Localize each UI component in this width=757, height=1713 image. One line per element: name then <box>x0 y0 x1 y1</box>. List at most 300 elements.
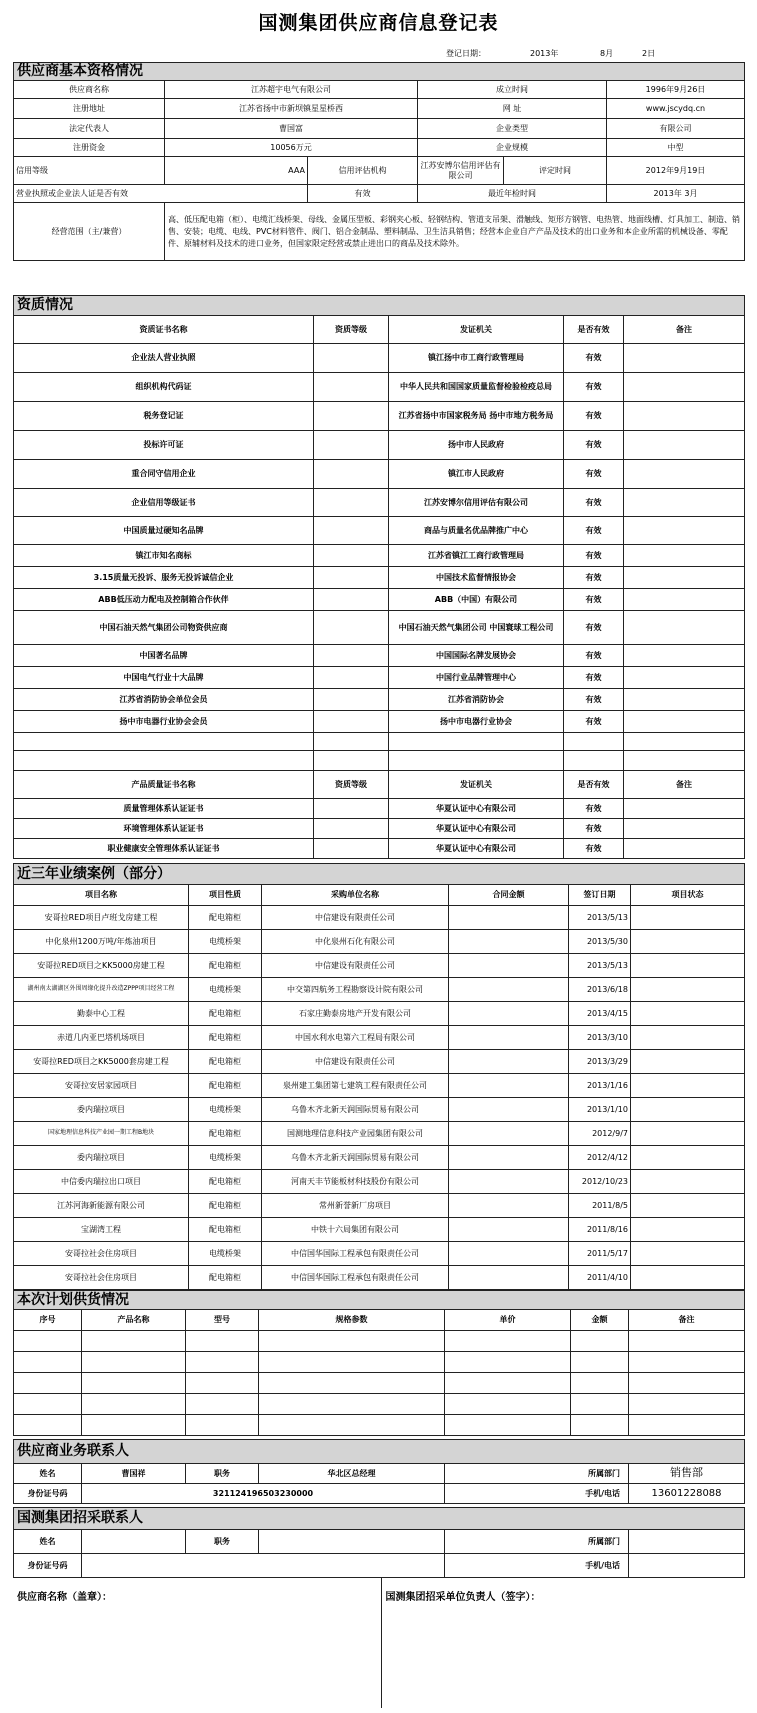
empty-cell[interactable] <box>571 1394 629 1415</box>
label: 手机/电话 <box>445 1554 629 1578</box>
cert-valid: 有效 <box>564 799 624 819</box>
case-name: 安哥拉RED项目卢班戈房建工程 <box>14 906 189 930</box>
cert-name: 中国质量过硬知名品牌 <box>14 517 314 545</box>
contact-name[interactable]: 曹国祥 <box>82 1464 186 1484</box>
case-type: 配电箱柜 <box>189 954 262 978</box>
case-status <box>631 1146 745 1170</box>
cert-level <box>314 589 389 611</box>
cert-org: 中华人民共和国国家质量监督检验检疫总局 <box>389 373 564 402</box>
prod-cert-name: 质量管理体系认证证书 <box>14 799 314 819</box>
table-row <box>14 1415 745 1436</box>
case-amount <box>449 1146 569 1170</box>
cert-level <box>314 344 389 373</box>
case-buyer: 中化泉州石化有限公司 <box>262 930 449 954</box>
case-date: 2013/3/29 <box>569 1050 631 1074</box>
empty-cell[interactable] <box>445 1373 571 1394</box>
section-header-buyer: 国测集团招采联系人 <box>14 1508 745 1530</box>
buyer-id[interactable] <box>82 1554 445 1578</box>
empty-cell[interactable] <box>259 1373 445 1394</box>
cert-valid: 有效 <box>564 517 624 545</box>
empty-cell[interactable] <box>82 1331 186 1352</box>
empty-cell[interactable] <box>186 1373 259 1394</box>
case-buyer: 中信建设有限责任公司 <box>262 1050 449 1074</box>
plan-table <box>13 1290 745 1436</box>
cert-valid: 有效 <box>564 567 624 589</box>
inspection-date: 2013年 3月 <box>607 185 745 203</box>
case-amount <box>449 954 569 978</box>
empty-cell[interactable] <box>571 1373 629 1394</box>
case-name: 勤泰中心工程 <box>14 1002 189 1026</box>
col-header: 单价 <box>445 1310 571 1331</box>
date-month: 8月 <box>600 49 614 58</box>
label: 经营范围（主/兼营） <box>14 203 165 261</box>
cert-name: 中国电气行业十大品牌 <box>14 667 314 689</box>
case-name: 国家地理信息科技产业园一期工程B地块 <box>14 1122 189 1146</box>
case-amount <box>449 978 569 1002</box>
buyer-dept[interactable] <box>629 1530 745 1554</box>
cert-level <box>314 799 389 819</box>
case-date: 2011/5/17 <box>569 1242 631 1266</box>
label: 职务 <box>186 1464 259 1484</box>
empty-cell[interactable] <box>259 1394 445 1415</box>
case-name: 安哥拉社会住房项目 <box>14 1266 189 1290</box>
cert-level <box>314 611 389 645</box>
empty-cell[interactable] <box>14 1394 82 1415</box>
case-buyer: 乌鲁木齐北新天润国际贸易有限公司 <box>262 1098 449 1122</box>
case-amount <box>449 1074 569 1098</box>
case-status <box>631 1242 745 1266</box>
case-status <box>631 1002 745 1026</box>
col-header: 序号 <box>14 1310 82 1331</box>
signature-table <box>13 1577 744 1708</box>
case-buyer: 中信国华国际工程承包有限责任公司 <box>262 1242 449 1266</box>
cert-valid: 有效 <box>564 402 624 431</box>
cert-level <box>314 819 389 839</box>
cert-level <box>314 689 389 711</box>
empty-cell <box>564 751 624 771</box>
label: 信用等级 <box>14 157 165 185</box>
cert-note <box>624 711 745 733</box>
table-row <box>14 1050 745 1074</box>
cert-valid: 有效 <box>564 689 624 711</box>
empty-cell[interactable] <box>629 1373 745 1394</box>
empty-cell <box>624 733 745 751</box>
section-header-qual: 资质情况 <box>14 296 745 316</box>
contact-phone[interactable]: 13601228088 <box>629 1484 745 1504</box>
empty-cell[interactable] <box>14 1352 82 1373</box>
table-row <box>14 1026 745 1050</box>
case-status <box>631 1170 745 1194</box>
col-header: 项目性质 <box>189 885 262 906</box>
case-type: 电缆桥架 <box>189 1242 262 1266</box>
cert-level <box>314 545 389 567</box>
case-buyer: 常州新誉新厂房项目 <box>262 1194 449 1218</box>
case-type: 配电箱柜 <box>189 1074 262 1098</box>
case-date: 2013/3/10 <box>569 1026 631 1050</box>
label: 身份证号码 <box>14 1484 82 1504</box>
rating-date: 2012年9月19日 <box>607 157 745 185</box>
cert-org: 中国石油天然气集团公司 中国寰球工程公司 <box>389 611 564 645</box>
case-name: 赤道几内亚巴塔机场项目 <box>14 1026 189 1050</box>
address: 江苏省扬中市新坝镇星星桥西 <box>165 99 418 119</box>
cert-name: 3.15质量无投诉、服务无投诉诚信企业 <box>14 567 314 589</box>
case-buyer: 中铁十六局集团有限公司 <box>262 1218 449 1242</box>
case-status <box>631 1098 745 1122</box>
empty-cell[interactable] <box>445 1394 571 1415</box>
case-type: 配电箱柜 <box>189 1050 262 1074</box>
case-name: 安哥拉RED项目之KK5000房建工程 <box>14 954 189 978</box>
cert-valid: 有效 <box>564 667 624 689</box>
cert-note <box>624 611 745 645</box>
case-type: 电缆桥架 <box>189 1146 262 1170</box>
section-header-cases: 近三年业绩案例（部分） <box>14 864 745 885</box>
empty-cell <box>14 733 314 751</box>
label: 供应商名称 <box>14 81 165 99</box>
cert-valid: 有效 <box>564 711 624 733</box>
contact-dept[interactable]: 销售部 <box>629 1464 745 1484</box>
case-type: 配电箱柜 <box>189 1170 262 1194</box>
table-row <box>14 954 745 978</box>
cert-name: 江苏省消防协会单位会员 <box>14 689 314 711</box>
case-date: 2013/1/16 <box>569 1074 631 1098</box>
section-header-plan: 本次计划供货情况 <box>14 1291 745 1310</box>
buyer-phone[interactable] <box>629 1554 745 1578</box>
case-amount <box>449 1002 569 1026</box>
empty-cell[interactable] <box>186 1352 259 1373</box>
cert-note <box>624 545 745 567</box>
case-type: 电缆桥架 <box>189 1098 262 1122</box>
case-buyer: 石家庄勤泰房地产开发有限公司 <box>262 1002 449 1026</box>
section-header-basic: 供应商基本资格情况 <box>14 63 745 81</box>
website: www.jscydq.cn <box>607 99 745 119</box>
label: 评定时间 <box>504 157 607 185</box>
empty-cell[interactable] <box>629 1331 745 1352</box>
case-date: 2012/9/7 <box>569 1122 631 1146</box>
empty-cell[interactable] <box>445 1331 571 1352</box>
case-status <box>631 1050 745 1074</box>
empty-cell <box>14 751 314 771</box>
table-row <box>14 1098 745 1122</box>
col-header: 产品名称 <box>82 1310 186 1331</box>
cert-name: ABB低压动力配电及控制箱合作伙伴 <box>14 589 314 611</box>
cert-org: 中国国际名牌发展协会 <box>389 645 564 667</box>
table-row <box>14 1074 745 1098</box>
case-buyer: 中信建设有限责任公司 <box>262 954 449 978</box>
case-amount <box>449 930 569 954</box>
table-row <box>14 1352 745 1373</box>
case-buyer: 中国水利水电第六工程局有限公司 <box>262 1026 449 1050</box>
case-type: 电缆桥架 <box>189 978 262 1002</box>
buyer-signature[interactable]: 国测集团招采单位负责人（签字）： <box>381 1578 744 1708</box>
col-header: 项目名称 <box>14 885 189 906</box>
empty-cell[interactable] <box>82 1394 186 1415</box>
col-header: 资质等级 <box>314 316 389 344</box>
legal-rep: 曹国富 <box>165 119 418 139</box>
case-type: 配电箱柜 <box>189 1266 262 1290</box>
empty-cell[interactable] <box>186 1331 259 1352</box>
basic-info-table <box>13 62 745 261</box>
label: 企业规模 <box>418 139 607 157</box>
table-row <box>14 1170 745 1194</box>
case-buyer: 国测地理信息科技产业园集团有限公司 <box>262 1122 449 1146</box>
label: 所属部门 <box>445 1464 629 1484</box>
qualification-table <box>13 295 745 859</box>
cert-note <box>624 839 745 859</box>
case-date: 2011/8/16 <box>569 1218 631 1242</box>
business-scope: 高、低压配电箱（柜）、电缆汇线桥架、母线、金属压型板、彩钢夹心板、轻钢结构、管道支吊架、滑触线、矩形方钢管、电热管、地面线槽、灯具加工、制造、销售、安装；电缆、电线、PVC材料管件、阀门、铝合金制品、塑料制品、卫生洁具销售；经营本企业自产产品及技术的出口业务和本企业所需的机械设备、零配件、原辅材料及技术的进口业务，但国家限定经营或禁止进出口的商品及技术除外。 <box>165 203 745 261</box>
cert-level <box>314 460 389 489</box>
cert-note <box>624 517 745 545</box>
cert-valid: 有效 <box>564 611 624 645</box>
empty-cell[interactable] <box>186 1394 259 1415</box>
label: 注册地址 <box>14 99 165 119</box>
cert-org: 扬中市电器行业协会 <box>389 711 564 733</box>
case-amount <box>449 1122 569 1146</box>
supplier-name: 江苏超宇电气有限公司 <box>165 81 418 99</box>
cert-note <box>624 689 745 711</box>
buyer-title[interactable] <box>259 1530 445 1554</box>
contact-title[interactable]: 华北区总经理 <box>259 1464 445 1484</box>
empty-cell[interactable] <box>571 1352 629 1373</box>
cert-level <box>314 839 389 859</box>
empty-cell[interactable] <box>14 1373 82 1394</box>
empty-cell[interactable] <box>571 1331 629 1352</box>
cert-name: 扬中市电器行业协会会员 <box>14 711 314 733</box>
col-header: 规格参数 <box>259 1310 445 1331</box>
label: 成立时间 <box>418 81 607 99</box>
cert-valid: 有效 <box>564 545 624 567</box>
cert-name: 镇江市知名商标 <box>14 545 314 567</box>
license-valid: 有效 <box>308 185 418 203</box>
col-header: 是否有效 <box>564 316 624 344</box>
col-header: 型号 <box>186 1310 259 1331</box>
cert-valid: 有效 <box>564 839 624 859</box>
supplier-seal[interactable]: 供应商名称（盖章）： <box>13 1578 381 1708</box>
cert-org: 江苏省镇江工商行政管理局 <box>389 545 564 567</box>
cert-level <box>314 645 389 667</box>
label: 注册资金 <box>14 139 165 157</box>
empty-cell[interactable] <box>82 1415 186 1436</box>
cert-name: 税务登记证 <box>14 402 314 431</box>
company-scale: 中型 <box>607 139 745 157</box>
empty-cell <box>389 733 564 751</box>
empty-cell <box>624 751 745 771</box>
empty-cell <box>389 751 564 771</box>
empty-cell[interactable] <box>445 1415 571 1436</box>
credit-rating: AAA <box>165 157 308 185</box>
table-row <box>14 1331 745 1352</box>
table-row <box>14 1122 745 1146</box>
case-type: 配电箱柜 <box>189 1026 262 1050</box>
case-date: 2012/10/23 <box>569 1170 631 1194</box>
cert-note <box>624 645 745 667</box>
cert-level <box>314 667 389 689</box>
cert-org: 华夏认证中心有限公司 <box>389 799 564 819</box>
case-status <box>631 954 745 978</box>
case-type: 配电箱柜 <box>189 1218 262 1242</box>
cert-org: ABB（中国）有限公司 <box>389 589 564 611</box>
cert-valid: 有效 <box>564 344 624 373</box>
empty-cell[interactable] <box>14 1415 82 1436</box>
case-name: 中信委内瑞拉出口项目 <box>14 1170 189 1194</box>
empty-cell[interactable] <box>259 1352 445 1373</box>
label: 姓名 <box>14 1530 82 1554</box>
case-name: 湖州南太湖湖区外围周缘化提升改造ZPPP项目经营工程 <box>14 978 189 1002</box>
case-name: 江苏河海新能源有限公司 <box>14 1194 189 1218</box>
case-name: 委内瑞拉项目 <box>14 1146 189 1170</box>
empty-cell[interactable] <box>571 1415 629 1436</box>
buyer-contact-table <box>13 1507 745 1578</box>
cert-note <box>624 489 745 517</box>
cert-org: 江苏省扬中市国家税务局 扬中市地方税务局 <box>389 402 564 431</box>
cert-valid: 有效 <box>564 489 624 517</box>
case-buyer: 乌鲁木齐北新天润国际贸易有限公司 <box>262 1146 449 1170</box>
empty-cell[interactable] <box>259 1415 445 1436</box>
cert-note <box>624 402 745 431</box>
date-year: 2013年 <box>530 49 559 58</box>
cert-valid: 有效 <box>564 373 624 402</box>
label: 职务 <box>186 1530 259 1554</box>
label: 法定代表人 <box>14 119 165 139</box>
case-date: 2012/4/12 <box>569 1146 631 1170</box>
date-bar <box>0 46 757 62</box>
table-row <box>14 1394 745 1415</box>
empty-cell[interactable] <box>629 1415 745 1436</box>
cert-level <box>314 489 389 517</box>
col-header: 签订日期 <box>569 885 631 906</box>
table-row <box>14 1373 745 1394</box>
cert-level <box>314 373 389 402</box>
case-amount <box>449 1170 569 1194</box>
cert-name: 投标许可证 <box>14 431 314 460</box>
col-header: 资质等级 <box>314 771 389 799</box>
col-header: 合同金额 <box>449 885 569 906</box>
empty-cell[interactable] <box>629 1394 745 1415</box>
buyer-name[interactable] <box>82 1530 186 1554</box>
case-amount <box>449 1266 569 1290</box>
label: 所属部门 <box>445 1530 629 1554</box>
cert-valid: 有效 <box>564 460 624 489</box>
col-header: 是否有效 <box>564 771 624 799</box>
cert-valid: 有效 <box>564 819 624 839</box>
col-header: 备注 <box>629 1310 745 1331</box>
col-header: 备注 <box>624 316 745 344</box>
cert-note <box>624 589 745 611</box>
cert-org: 商品与质量名优品牌推广中心 <box>389 517 564 545</box>
table-row <box>14 1242 745 1266</box>
case-date: 2013/1/10 <box>569 1098 631 1122</box>
section-header-contact: 供应商业务联系人 <box>14 1440 745 1464</box>
label: 网 址 <box>418 99 607 119</box>
cert-org: 扬中市人民政府 <box>389 431 564 460</box>
case-amount <box>449 906 569 930</box>
cert-note <box>624 344 745 373</box>
case-date: 2011/4/10 <box>569 1266 631 1290</box>
case-status <box>631 1218 745 1242</box>
empty-cell[interactable] <box>82 1373 186 1394</box>
cert-org: 江苏省消防协会 <box>389 689 564 711</box>
case-date: 2011/8/5 <box>569 1194 631 1218</box>
case-status <box>631 1122 745 1146</box>
cert-note <box>624 799 745 819</box>
cert-level <box>314 402 389 431</box>
label: 姓名 <box>14 1464 82 1484</box>
cert-valid: 有效 <box>564 431 624 460</box>
case-status <box>631 1266 745 1290</box>
col-header: 备注 <box>624 771 745 799</box>
label: 信用评估机构 <box>308 157 418 185</box>
case-type: 配电箱柜 <box>189 906 262 930</box>
cert-note <box>624 460 745 489</box>
empty-cell[interactable] <box>445 1352 571 1373</box>
label: 手机/电话 <box>445 1484 629 1504</box>
case-status <box>631 978 745 1002</box>
table-row <box>14 906 745 930</box>
case-buyer: 中交第四航务工程勘察设计院有限公司 <box>262 978 449 1002</box>
empty-cell[interactable] <box>186 1415 259 1436</box>
case-amount <box>449 1242 569 1266</box>
credit-agency: 江苏安博尔信用评估有限公司 <box>418 157 504 185</box>
case-amount <box>449 1026 569 1050</box>
cert-note <box>624 667 745 689</box>
cert-org: 江苏安博尔信用评估有限公司 <box>389 489 564 517</box>
cert-name: 重合同守信用企业 <box>14 460 314 489</box>
case-date: 2013/4/15 <box>569 1002 631 1026</box>
case-status <box>631 906 745 930</box>
cert-level <box>314 711 389 733</box>
case-date: 2013/5/13 <box>569 906 631 930</box>
col-header: 资质证书名称 <box>14 316 314 344</box>
case-amount <box>449 1050 569 1074</box>
empty-cell[interactable] <box>82 1352 186 1373</box>
contact-id[interactable]: 321124196503230000 <box>82 1484 445 1504</box>
cert-org: 镇江扬中市工商行政管理局 <box>389 344 564 373</box>
capital: 10056万元 <box>165 139 418 157</box>
cert-org: 中国行业品牌管理中心 <box>389 667 564 689</box>
company-type: 有限公司 <box>607 119 745 139</box>
case-name: 委内瑞拉项目 <box>14 1098 189 1122</box>
cert-level <box>314 567 389 589</box>
case-type: 配电箱柜 <box>189 1002 262 1026</box>
label: 营业执照或企业法人证是否有效 <box>14 185 308 203</box>
founded-date: 1996年9月26日 <box>607 81 745 99</box>
cert-name: 中国著名品牌 <box>14 645 314 667</box>
cases-table <box>13 863 745 1290</box>
case-type: 配电箱柜 <box>189 1122 262 1146</box>
case-name: 安哥拉社会住房项目 <box>14 1242 189 1266</box>
empty-cell <box>314 733 389 751</box>
cert-name: 企业法人营业执照 <box>14 344 314 373</box>
cert-note <box>624 567 745 589</box>
label: 身份证号码 <box>14 1554 82 1578</box>
empty-cell <box>314 751 389 771</box>
empty-cell[interactable] <box>14 1331 82 1352</box>
case-name: 中化泉州1200万吨/年炼油项目 <box>14 930 189 954</box>
case-date: 2013/5/13 <box>569 954 631 978</box>
case-buyer: 泉州建工集团第七建筑工程有限责任公司 <box>262 1074 449 1098</box>
cert-name: 企业信用等级证书 <box>14 489 314 517</box>
cert-note <box>624 431 745 460</box>
empty-cell[interactable] <box>259 1331 445 1352</box>
prod-cert-name: 职业健康安全管理体系认证证书 <box>14 839 314 859</box>
case-status <box>631 1026 745 1050</box>
empty-cell[interactable] <box>629 1352 745 1373</box>
table-row <box>14 1218 745 1242</box>
cert-note <box>624 373 745 402</box>
case-type: 配电箱柜 <box>189 1194 262 1218</box>
cert-name: 中国石油天然气集团公司物资供应商 <box>14 611 314 645</box>
case-buyer: 河南天丰节能板材科技股份有限公司 <box>262 1170 449 1194</box>
